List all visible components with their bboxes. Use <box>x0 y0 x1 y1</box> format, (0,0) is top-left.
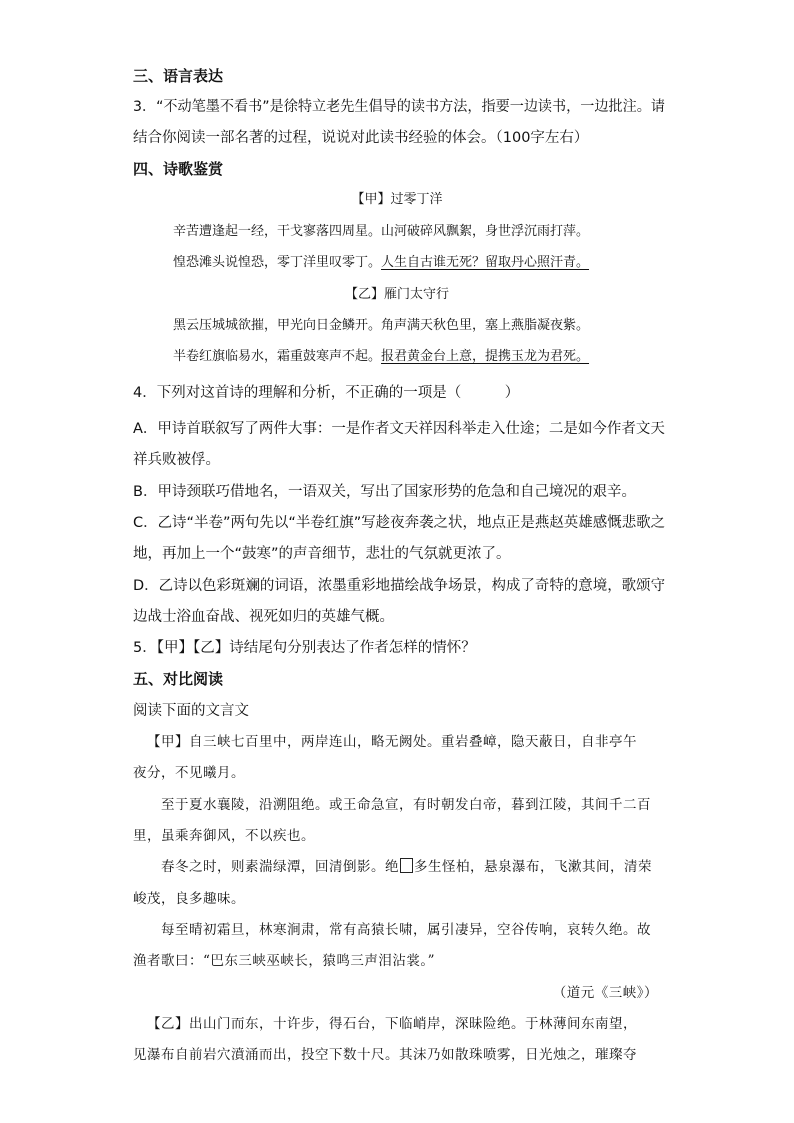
passage-a-p3-line-1 <box>161 857 652 877</box>
passage-a-p3-text-after-gap: 多生怪柏，悬泉瀑布，飞漱其间，清荣 <box>414 859 652 875</box>
q4-option-a-line-2: 祥兵败被俘。 <box>133 452 220 468</box>
poem-b-underlined-verse: 报君黄金台上意，提携玉龙为君死。 <box>381 349 590 364</box>
passage-a-p4-line-1: 每至晴初霜旦，林寒涧肃，常有高猿长啸，属引凄异，空谷传响，哀转久绝。故 <box>161 922 651 938</box>
passage-a-p3-text-before-gap: 春冬之时，则素湍绿潭，回清倒影。绝 <box>161 859 399 875</box>
poem-b-line-1: 黑云压城城欲摧，甲光向日金鳞开。角声满天秋色里，塞上燕脂凝夜紫。 <box>173 318 590 333</box>
q4-option-b: B．甲诗颈联巧借地名，一语双关，写出了国家形势的危急和自己境况的艰辛。 <box>133 484 636 500</box>
question-4-stem: 4．下列对这首诗的理解和分析，不正确的一项是（ ） <box>133 385 520 401</box>
passage-a-p4-line-2: 渔者歌曰：“巴东三峡巫峡长，猿鸣三声泪沾裳。” <box>133 953 436 969</box>
poem-a-line-2-plain: 惶恐滩头说惶恐，零丁洋里叹零丁。 <box>173 255 382 270</box>
passage-a-p3-line-2: 峻茂，良多趣味。 <box>133 891 245 907</box>
poem-a-underlined-verse: 人生自古谁无死？留取丹心照汗青。 <box>381 255 590 270</box>
question-3-line-2: 结合你阅读一部名著的过程，说说对此读书经验的体会。（100字左右） <box>133 130 589 146</box>
passage-a-p2-line-1: 至于夏水襄陵，沿溯阻绝。或王命急宣，有时朝发白帝，暮到江陵，其间千二百 <box>161 797 651 813</box>
passage-a-p1-line-1: 【甲】自三峡七百里中，两岸连山，略无阙处。重岩叠嶂，隐天蔽日，自非亭午 <box>147 734 637 750</box>
passage-b-line-2: 见瀑布自前岩穴濆涌而出，投空下数十尺。其沫乃如散珠喷雾，日光烛之，璀璨夺 <box>133 1047 637 1063</box>
q4-option-c-line-2: 地，再加上一个“鼓寒”的声音细节，悲壮的气氛就更浓了。 <box>133 546 511 562</box>
poem-b-line-2-plain: 半卷红旗临易水，霜重鼓寒声不起。 <box>173 349 382 364</box>
question-5: 5．【甲】【乙】诗结尾句分别表达了作者怎样的情怀？ <box>133 640 476 656</box>
q4-option-d-line-2: 边战士浴血奋战、视死如归的英雄气概。 <box>133 609 394 625</box>
q4-option-a-line-1: A．甲诗首联叙写了两件大事：一是作者文天祥因科举走入仕途；二是如今作者文天 <box>133 421 665 437</box>
poem-b-line-2 <box>173 347 589 367</box>
poem-b-title: 【乙】雁门太守行 <box>344 287 449 302</box>
reading-intro: 阅读下面的文言文 <box>133 703 249 719</box>
section-heading-comparative-reading: 五、对比阅读 <box>133 670 224 688</box>
poem-a-line-1: 辛苦遭逢起一经，干戈寥落四周星。山河破碎风飘絮，身世浮沉雨打萍。 <box>173 224 590 239</box>
poem-a-title: 【甲】过零丁洋 <box>351 192 443 207</box>
question-3-line-1: 3．“不动笔墨不看书”是徐特立老先生倡导的读书方法，指要一边读书，一边批注。请 <box>133 99 666 115</box>
passage-a-p2-line-2: 里，虽乘奔御风，不以疾也。 <box>133 828 315 844</box>
missing-character-box <box>400 858 413 873</box>
passage-a-p1-line-2: 夜分，不见曦月。 <box>133 765 245 781</box>
q4-option-c-line-1: C．乙诗“半卷”两句先以“半卷红旗”写趁夜奔袭之状，地点正是燕赵英雄感慨悲歌之 <box>133 515 666 531</box>
section-heading-poetry: 四、诗歌鉴赏 <box>133 160 224 178</box>
section-heading-language: 三、语言表达 <box>133 67 224 85</box>
passage-a-source: （道元《三峡》） <box>552 985 658 1001</box>
poem-a-line-2 <box>173 253 589 273</box>
q4-option-d-line-1: D．乙诗以色彩斑斓的词语，浓墨重彩地描绘战争场景，构成了奇特的意境，歌颂守 <box>133 578 666 594</box>
passage-b-line-1: 【乙】出山门而东，十许步，得石台，下临峭岸，深昧险绝。于林薄间东南望， <box>147 1016 637 1032</box>
